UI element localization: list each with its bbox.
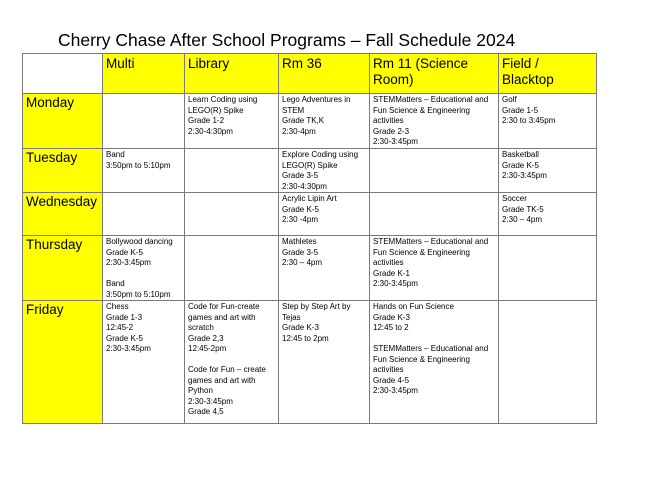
program-detail: 2:30-3:45pm	[106, 344, 151, 353]
schedule-table	[22, 53, 597, 424]
row-monday	[23, 94, 597, 149]
program-detail: 12:45 to 2	[373, 323, 409, 332]
program-detail: 12:45-2	[106, 323, 134, 332]
program-name: Lego Adventures in STEM	[282, 95, 351, 115]
program-detail: Grade 1-3	[106, 312, 143, 322]
program-detail: Grade 1-5	[502, 105, 539, 115]
cell-thursday-library	[185, 236, 279, 301]
cell-thursday-rm11	[370, 236, 499, 301]
program-detail: 12:45 to 2pm	[282, 333, 329, 343]
cell-wednesday-library	[185, 193, 279, 236]
page-title: Cherry Chase After School Programs – Fall Schedule 2024	[58, 30, 516, 50]
cell-tuesday-library	[185, 149, 279, 193]
cell-monday-library	[185, 94, 279, 149]
program-name: STEMMatters – Educational and Fun Science & Engineering activities	[373, 95, 489, 125]
program-detail: 2:30-3:45pm	[502, 171, 547, 180]
day-label: Tuesday	[23, 149, 103, 193]
row-thursday	[23, 236, 597, 301]
row-tuesday	[23, 149, 597, 193]
program-detail: Grade K-5	[502, 160, 539, 170]
cell-friday-rm11	[370, 301, 499, 424]
program-detail: 2:30-4:30pm	[282, 181, 327, 191]
program-detail: Grade K-5	[106, 333, 143, 343]
program-detail: Grade 2,3	[188, 333, 224, 343]
day-label: Friday	[23, 301, 103, 424]
program-detail: 3:50pm to 5:10pm	[106, 289, 171, 299]
program-name: Chess	[106, 302, 129, 311]
entry-spacer	[373, 334, 495, 345]
program-detail: Grade K-3	[282, 323, 319, 332]
program-detail: 2:30-3:45pm	[188, 396, 233, 406]
day-label: Monday	[23, 94, 103, 149]
cell-thursday-field	[499, 236, 597, 301]
program-detail: 2:30 to 3:45pm	[502, 116, 556, 125]
schedule-body	[23, 94, 597, 424]
program-detail: 2:30-3:45pm	[373, 386, 418, 395]
cell-monday-rm11	[370, 94, 499, 149]
program-detail: Grade 4-5	[373, 375, 410, 385]
program-detail: Grade 3-5	[282, 171, 319, 180]
cell-friday-library	[185, 301, 279, 424]
cell-thursday-rm36	[279, 236, 370, 301]
program-detail: 2:30 – 4pm	[282, 258, 323, 267]
cell-monday-rm36	[279, 94, 370, 149]
program-name: Band	[106, 279, 125, 288]
column-header-rm11: Rm 11 (Science Room)	[370, 54, 499, 94]
program-detail: 2:30-4pm	[282, 126, 316, 136]
program-detail: Grade K-5	[106, 247, 143, 257]
program-name: Acrylic Lipin Art	[282, 194, 337, 203]
program-detail: Grade 4,5	[188, 407, 224, 416]
program-name: Hands on Fun Science	[373, 302, 454, 311]
program-name: Learn Coding using LEGO(R) Spike	[188, 95, 258, 115]
program-detail: Grade TK,K	[282, 116, 325, 125]
program-name: Code for Fun-create games and art with scratch	[188, 302, 260, 332]
column-header-field: Field / Blacktop	[499, 54, 597, 94]
cell-wednesday-multi	[103, 193, 185, 236]
program-detail: 2:30 -4pm	[282, 215, 319, 224]
corner-cell	[23, 54, 103, 94]
entry-spacer	[188, 355, 275, 366]
program-detail: Grade K-5	[282, 204, 319, 214]
cell-tuesday-rm36	[279, 149, 370, 193]
program-detail: Grade K-1	[373, 268, 410, 278]
program-name: STEMMatters – Educational and Fun Science & Engineering activities	[373, 344, 489, 374]
program-name: Band	[106, 150, 125, 159]
cell-thursday-multi	[103, 236, 185, 301]
column-header-rm36: Rm 36	[279, 54, 370, 94]
day-label: Thursday	[23, 236, 103, 301]
header-row	[23, 54, 597, 94]
cell-tuesday-multi	[103, 149, 185, 193]
program-detail: 2:30 – 4pm	[502, 215, 543, 224]
program-name: Golf	[502, 95, 517, 104]
program-detail: Grade 1-2	[188, 116, 225, 125]
cell-wednesday-rm11	[370, 193, 499, 236]
row-wednesday	[23, 193, 597, 236]
cell-friday-multi	[103, 301, 185, 424]
program-detail: 2:30-3:45pm	[373, 137, 418, 146]
program-name: Explore Coding using LEGO(R) Spike	[282, 150, 359, 170]
cell-wednesday-rm36	[279, 193, 370, 236]
program-name: Mathletes	[282, 237, 317, 246]
program-name: Step by Step Art by Tejas	[282, 302, 351, 322]
program-detail: Grade TK-5	[502, 204, 544, 214]
cell-friday-field	[499, 301, 597, 424]
program-detail: 3:50pm to 5:10pm	[106, 160, 171, 170]
program-name: Basketball	[502, 150, 539, 159]
entry-spacer	[106, 269, 181, 280]
program-name: Bollywood dancing	[106, 237, 173, 246]
cell-monday-multi	[103, 94, 185, 149]
cell-monday-field	[499, 94, 597, 149]
column-header-library: Library	[185, 54, 279, 94]
column-header-multi: Multi	[103, 54, 185, 94]
row-friday	[23, 301, 597, 424]
program-name: STEMMatters – Educational and Fun Science & Engineering activities	[373, 237, 489, 267]
program-name: Soccer	[502, 194, 527, 203]
program-detail: Grade 3-5	[282, 247, 319, 257]
cell-friday-rm36	[279, 301, 370, 424]
cell-tuesday-field	[499, 149, 597, 193]
program-detail: 12:45-2pm	[188, 344, 227, 353]
program-detail: Grade 2-3	[373, 126, 410, 136]
program-detail: 2:30-3:45pm	[106, 258, 151, 267]
program-detail: Grade K-3	[373, 312, 410, 322]
cell-tuesday-rm11	[370, 149, 499, 193]
program-detail: 2:30-4:30pm	[188, 126, 233, 136]
program-name: Code for Fun – create games and art with Python	[188, 365, 266, 395]
cell-wednesday-field	[499, 193, 597, 236]
day-label: Wednesday	[23, 193, 103, 236]
program-detail: 2:30-3:45pm	[373, 279, 418, 288]
